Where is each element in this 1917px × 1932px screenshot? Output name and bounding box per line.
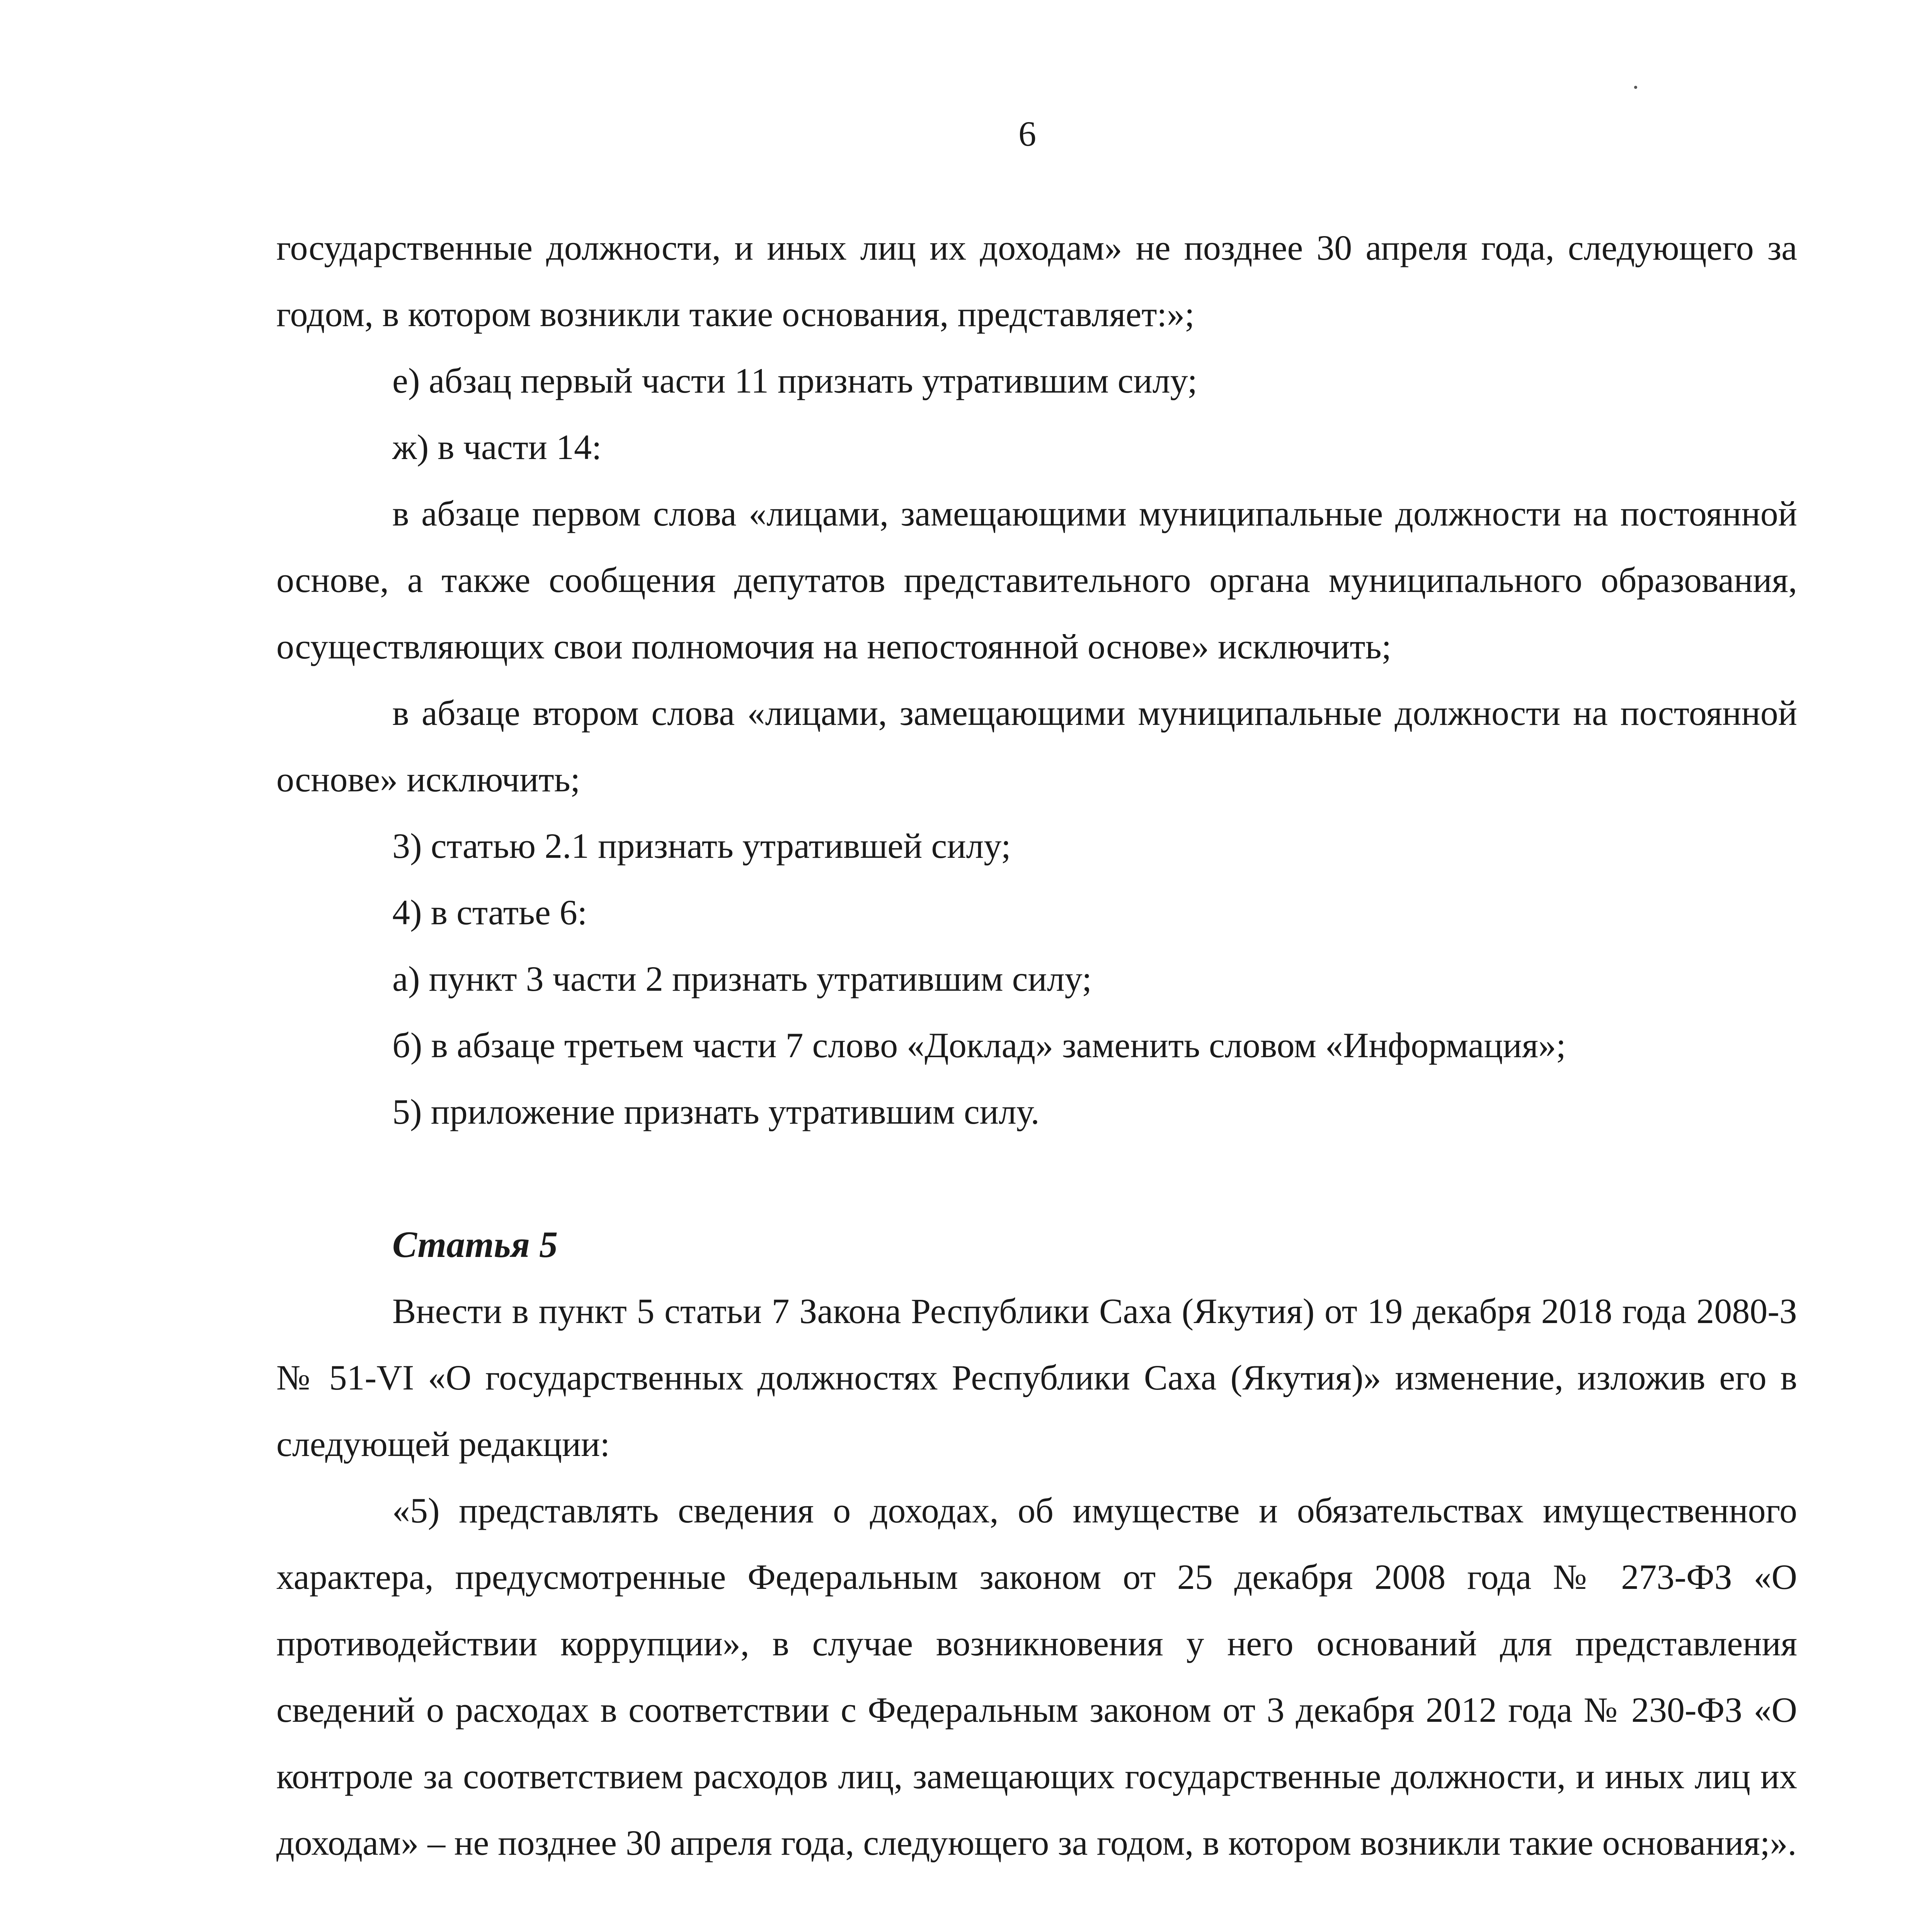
paragraph-continuation: государственные должности, и иных лиц их доходам» не позднее 30 апреля года, следующего за годом, в котором возникли такие основания, представляет:»; (276, 228, 1797, 334)
article-5-intro: Внести в пункт 5 статьи 7 Закона Республики Саха (Якутия) от 19 декабря 2018 года 2080-З № 51-VI «О государственных должностях Республики Саха (Якутия)» изменение, изложив его в следующей редакции: (276, 1291, 1797, 1464)
paragraph-item-b: б) в абзаце третьем части 7 слово «Доклад» заменить словом «Информация»; (392, 1026, 1566, 1065)
paragraph-abzac-first: в абзаце первом слова «лицами, замещающими муниципальные должности на постоянной основе, а также сообщения депутатов представительного органа муниципального образования, осуществляющих свои полномочия на непостоянной основе» исключить; (276, 494, 1797, 666)
paragraph-item-3: 3) статью 2.1 признать утратившей силу; (392, 826, 1011, 866)
scan-artifact-dot (1634, 86, 1637, 89)
paragraph-item-4: 4) в статье 6: (392, 893, 587, 932)
paragraph-item-5: 5) приложение признать утратившим силу. (392, 1092, 1040, 1131)
page-number: 6 (1018, 114, 1036, 153)
article-5-text: «5) представлять сведения о доходах, об имуществе и обязательствах имущественного характера, предусмотренные Федеральным законом от 25 декабря 2008 года № 273-ФЗ «О противодействии коррупции», в случае возникновения у него оснований для представления сведений о расходах в соответствии с Федеральным законом от 3 декабря 2012 года № 230-ФЗ «О контроле за соответствием расходов лиц, замещающих государственные должности, и иных лиц их доходам» – не позднее 30 апреля года, следующего за годом, в котором возникли такие основания;». (276, 1491, 1797, 1862)
paragraph-item-zh: ж) в части 14: (392, 427, 602, 467)
paragraph-item-e: е) абзац первый части 11 признать утратившим силу; (392, 361, 1197, 400)
article-5-heading: Статья 5 (392, 1224, 558, 1265)
paragraph-item-a: а) пункт 3 части 2 признать утратившим силу; (392, 959, 1092, 998)
document-body (276, 214, 1797, 1932)
paragraph-abzac-second: в абзаце втором слова «лицами, замещающими муниципальные должности на постоянной основе» исключить; (276, 693, 1797, 799)
section-spacer (276, 1145, 1797, 1211)
section-spacer (276, 1876, 1797, 1932)
